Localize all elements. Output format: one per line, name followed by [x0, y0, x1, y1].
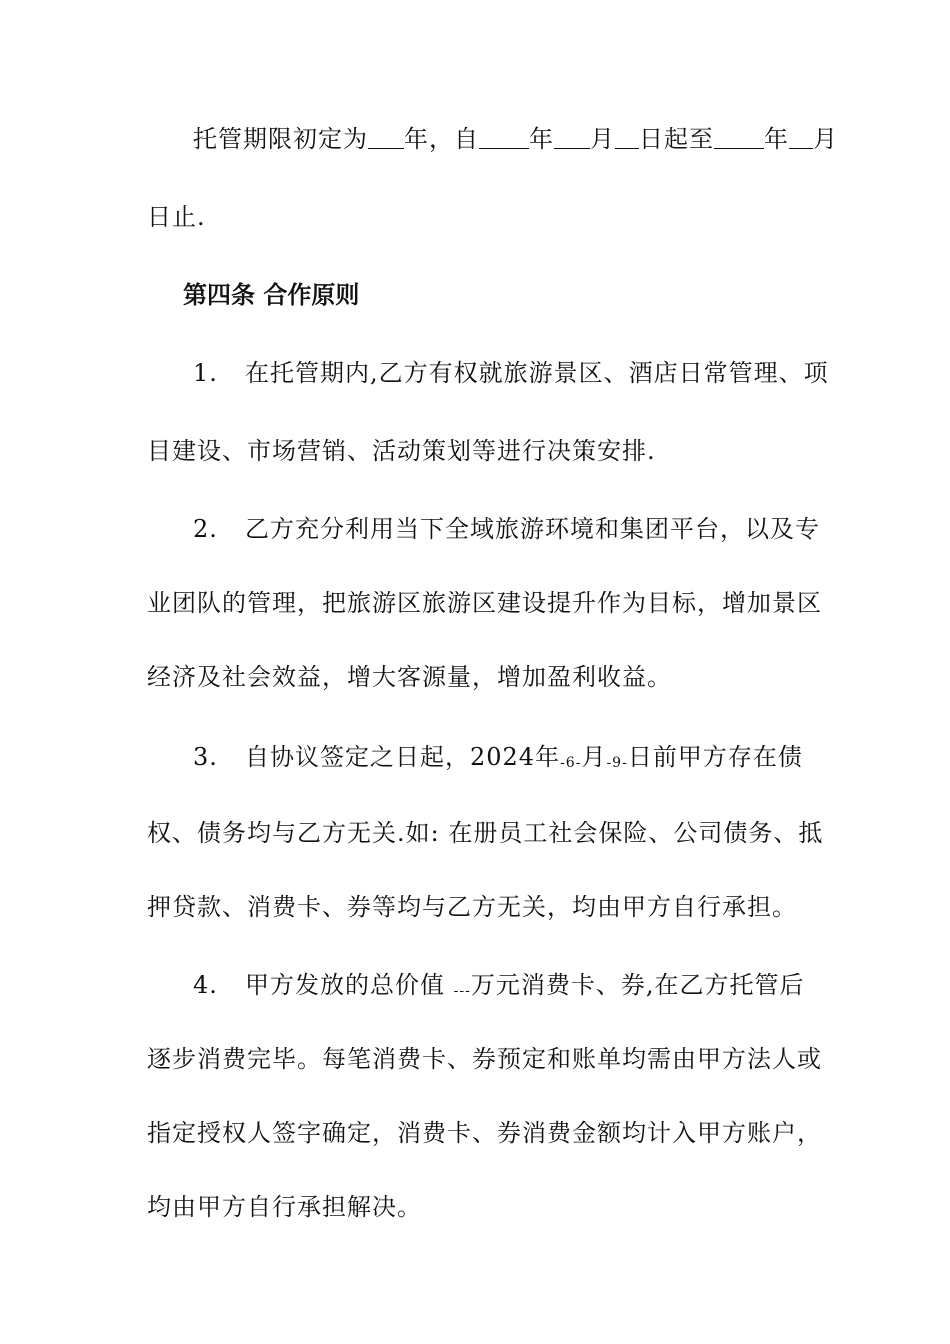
item-text: 月 [581, 743, 607, 771]
term-text: 托管期限初定为 [193, 125, 368, 153]
item-number: 1. [193, 359, 218, 387]
item-number: 4. [193, 971, 218, 999]
item-2-line-3: 经济及社会效益，增大客源量，增加盈利收益。 [147, 663, 672, 691]
item-text: 万元消费卡、券,在乙方托管后 [470, 971, 805, 999]
item-4-line-2: 逐步消费完毕。每笔消费卡、券预定和账单均需由甲方法人或 [147, 1045, 822, 1073]
term-line-2: 日止. [147, 203, 206, 231]
item-text: 在托管期内,乙方有权就旅游景区、酒店日常管理、项 [245, 359, 829, 387]
article-heading: 第四条 合作原则 [183, 280, 360, 309]
blank-end-year [714, 126, 764, 149]
item-3-line-3: 押贷款、消费卡、券等均与乙方无关，均由甲方自行承担。 [147, 893, 797, 921]
item-3-line-1 [193, 742, 810, 778]
item-2-line-1 [193, 514, 820, 544]
term-text: 年，自 [404, 125, 479, 153]
item-4-line-1 [193, 970, 810, 1006]
term-line-1 [193, 124, 838, 154]
item-2-line-2: 业团队的管理，把旅游区旅游区建设提升作为目标，增加景区 [147, 589, 822, 617]
date-month-value: -6- [560, 755, 582, 771]
item-3-line-2: 权、债务均与乙方无关.如: 在册员工社会保险、公司债务、抵 [147, 819, 824, 847]
item-number: 3. [193, 743, 218, 771]
item-text: 自协议签定之日起，2024年 [245, 743, 561, 771]
term-text: 年 [529, 125, 554, 153]
item-text: 甲方发放的总价值 [245, 971, 454, 999]
blank-years [368, 126, 404, 149]
blank-start-month [554, 126, 590, 149]
term-text: 月 [813, 125, 838, 153]
blank-start-day [615, 126, 639, 149]
item-4-line-3: 指定授权人签字确定，消费卡、券消费金额均计入甲方账户， [147, 1119, 822, 1147]
date-day-value: -9- [606, 755, 628, 771]
term-text: 年 [764, 125, 789, 153]
item-4-line-4: 均由甲方自行承担解决。 [147, 1193, 422, 1221]
item-1-line-2: 目建设、市场营销、活动策划等进行决策安排. [147, 437, 656, 465]
amount-blank: --- [453, 983, 471, 999]
item-number: 2. [193, 515, 218, 543]
term-text: 日起至 [639, 125, 714, 153]
blank-end-month [789, 126, 813, 149]
term-text: 月 [590, 125, 615, 153]
item-text: 乙方充分利用当下全域旅游环境和集团平台，以及专 [245, 515, 820, 543]
item-text: 日前甲方存在债 [627, 743, 803, 771]
item-1-line-1 [193, 358, 829, 388]
blank-start-year [479, 126, 529, 149]
